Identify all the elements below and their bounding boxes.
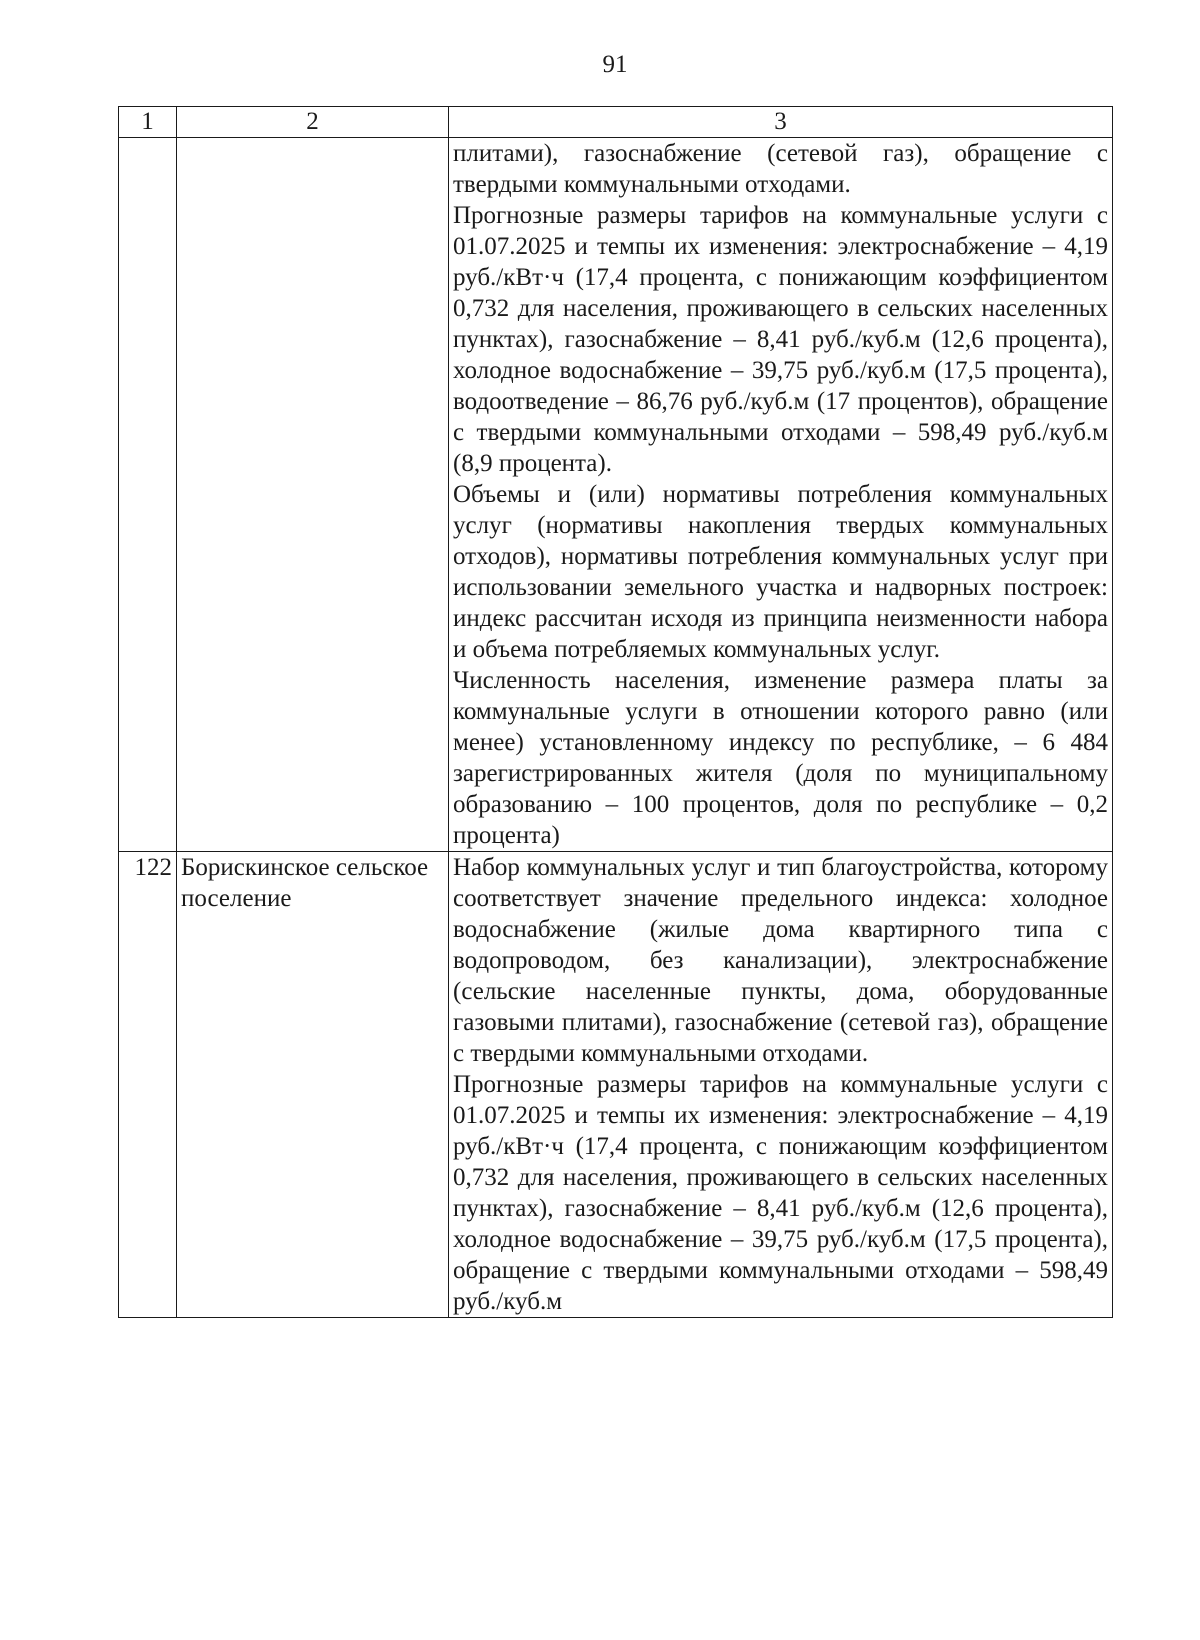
paragraph: Прогнозные размеры тарифов на коммунальные услуги с 01.07.2025 и темпы их изменения: электроснабжение – 4,19 руб./кВт·ч (17,4 процента, с понижающим коэффициентом 0,732 для населения, проживающего в сельских населенных пунктах), газоснабжение – 8,41 руб./куб.м (12,6 процента), холодное водоснабжение – 39,75 руб./куб.м (17,5 процента), водоотведение – 86,76 руб./куб.м (17 процентов), обращение с твердыми коммунальными отходами – 598,49 руб./куб.м (8,9 процента).: [453, 202, 1108, 477]
header-cell-3: 3: [449, 107, 1113, 138]
paragraph: Объемы и (или) нормативы потребления коммунальных услуг (нормативы накопления твердых коммунальных отходов), нормативы потребления коммунальных услуг при использовании земельного участка и надворных построек: индекс рассчитан исходя из принципа неизменности набора и объема потребляемых коммунальных услуг.: [453, 481, 1108, 663]
row-number-cell: [119, 138, 177, 852]
page-number: 91: [602, 51, 628, 78]
header-cell-1: 1: [119, 107, 177, 138]
description-cell: [449, 852, 1113, 1318]
row-number-cell: 122: [119, 852, 177, 1318]
table-row: [119, 138, 1113, 852]
municipality-name-cell: Борискинское сельское поселение: [177, 852, 449, 1318]
paragraph: Набор коммунальных услуг и тип благоустройства, которому соответствует значение предельного индекса: холодное водоснабжение (жилые дома квартирного типа с водопроводом, без канализации), электроснабжение (сельские населенные пункты, дома, оборудованные газовыми плитами), газоснабжение (сетевой газ), обращение с твердыми коммунальными отходами.: [453, 854, 1108, 1067]
paragraph: Численность населения, изменение размера платы за коммунальные услуги в отношении которого равно (или менее) установленному индексу по республике, – 6 484 зарегистрированных жителя (доля по муниципальному образованию – 100 процентов, доля по республике – 0,2 процента): [453, 667, 1108, 849]
municipality-name-cell: [177, 138, 449, 852]
header-cell-2: 2: [177, 107, 449, 138]
paragraph: Прогнозные размеры тарифов на коммунальные услуги с 01.07.2025 и темпы их изменения: электроснабжение – 4,19 руб./кВт·ч (17,4 процента, с понижающим коэффициентом 0,732 для населения, проживающего в сельских населенных пунктах), газоснабжение – 8,41 руб./куб.м (12,6 процента), холодное водоснабжение – 39,75 руб./куб.м (17,5 процента), обращение с твердыми коммунальными отходами – 598,49 руб./куб.м: [453, 1071, 1108, 1315]
paragraph: плитами), газоснабжение (сетевой газ), обращение с твердыми коммунальными отходами.: [453, 140, 1108, 198]
table-row: [119, 852, 1113, 1318]
table-header-row: [119, 107, 1113, 138]
description-cell: [449, 138, 1113, 852]
document-table: [118, 106, 1113, 1318]
